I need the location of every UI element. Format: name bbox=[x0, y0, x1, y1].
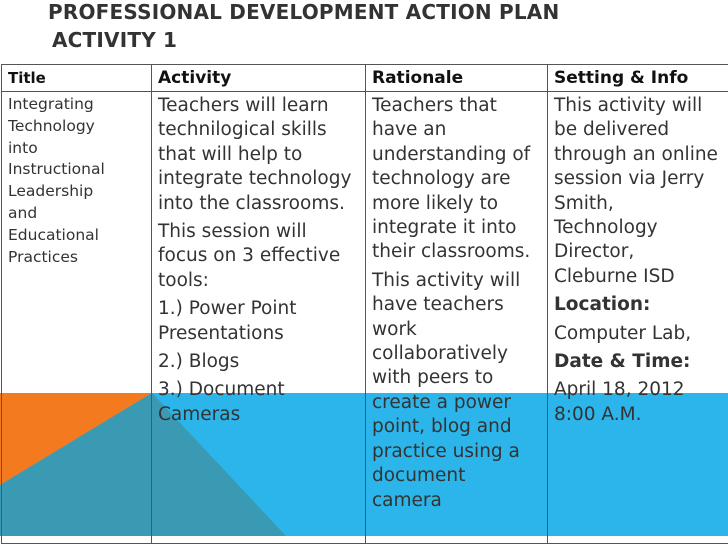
title-line: Integrating bbox=[8, 94, 145, 116]
activity-cell bbox=[152, 92, 366, 544]
title-line: Technology bbox=[8, 116, 145, 138]
header-title: Title bbox=[2, 65, 152, 92]
activity-tool-item: 3.) Document Cameras bbox=[158, 378, 359, 427]
title-line-1: PROFESSIONAL DEVELOPMENT ACTION PLAN bbox=[48, 0, 559, 24]
title-line: into bbox=[8, 138, 145, 160]
activity-intro: Teachers will learn technilogical skills that will help to integrate technology into the classrooms. bbox=[158, 94, 359, 216]
header-setting-info: Setting & Info bbox=[548, 65, 728, 92]
location-label: Location: bbox=[554, 293, 722, 317]
date-value: April 18, 2012 bbox=[554, 378, 722, 402]
setting-info-cell bbox=[548, 92, 728, 544]
title-line: Instructional bbox=[8, 159, 145, 181]
table-row bbox=[2, 92, 728, 544]
title-line: Educational bbox=[8, 225, 145, 247]
location-value: Computer Lab, bbox=[554, 322, 722, 346]
setting-delivery: This activity will be delivered through an online session via Jerry Smith, Technology Director, Cleburne ISD bbox=[554, 94, 722, 289]
time-value: 8:00 A.M. bbox=[554, 403, 722, 427]
table-header-row bbox=[2, 65, 728, 92]
title-cell bbox=[2, 92, 152, 544]
datetime-label: Date & Time: bbox=[554, 350, 722, 374]
header-rationale: Rationale bbox=[366, 65, 548, 92]
action-plan-table bbox=[1, 64, 728, 544]
activity-tool-item: 1.) Power Point Presentations bbox=[158, 297, 359, 346]
activity-tool-item: 2.) Blogs bbox=[158, 350, 359, 374]
title-line: Practices bbox=[8, 247, 145, 269]
activity-focus: This session will focus on 3 effective tools: bbox=[158, 220, 359, 293]
page-title bbox=[48, 0, 559, 54]
rationale-paragraph-2: This activity will have teachers work collaboratively with peers to create a power point, blog and practice using a document camera bbox=[372, 269, 541, 513]
title-line: and bbox=[8, 203, 145, 225]
header-activity: Activity bbox=[152, 65, 366, 92]
rationale-cell bbox=[366, 92, 548, 544]
title-line: Leadership bbox=[8, 181, 145, 203]
title-line-2: ACTIVITY 1 bbox=[48, 26, 559, 54]
rationale-paragraph-1: Teachers that have an understanding of technology are more likely to integrate it into their classrooms. bbox=[372, 94, 541, 265]
